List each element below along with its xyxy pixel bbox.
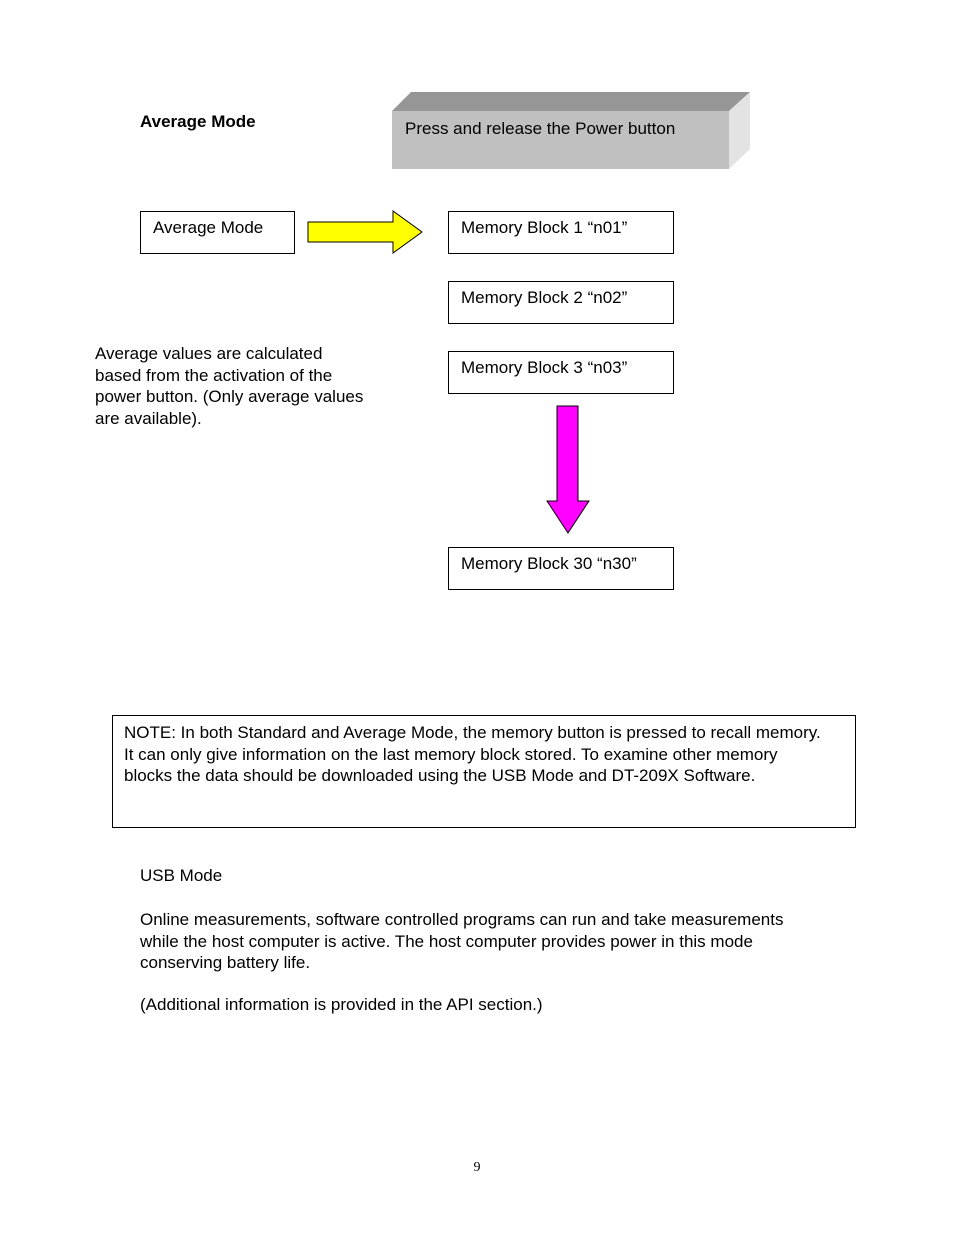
memory-block-30: Memory Block 30 “n30” [448,547,674,590]
usb-mode-title: USB Mode [140,866,223,885]
average-mode-box: Average Mode [140,211,295,254]
section-heading: Average Mode [140,112,256,131]
page-number: 9 [473,1160,481,1175]
press-power-instruction-box [392,92,750,170]
down-arrow-icon [545,405,591,540]
memory-block-2: Memory Block 2 “n02” [448,281,674,324]
note-box: NOTE: In both Standard and Average Mode, the memory button is pressed to recall memory. It can only give information on the last memory block stored. To examine other memory blocks the data should be downloaded using the USB Mode and DT-209X Software. [112,715,856,828]
average-values-description: Average values are calculated based from the activation of the power button. (Only average values are available). [95,344,364,428]
usb-mode-description: Online measurements, software controlled programs can run and take measurements while the host computer is active. The host computer provides power in this mode conserving battery life. [140,910,784,972]
press-power-text: Press and release the Power button [405,119,676,138]
api-reference-note: (Additional information is provided in the API section.) [140,995,543,1014]
memory-block-3: Memory Block 3 “n03” [448,351,674,394]
bevel-top-face [392,92,750,111]
right-arrow-icon [307,210,425,261]
memory-block-1: Memory Block 1 “n01” [448,211,674,254]
